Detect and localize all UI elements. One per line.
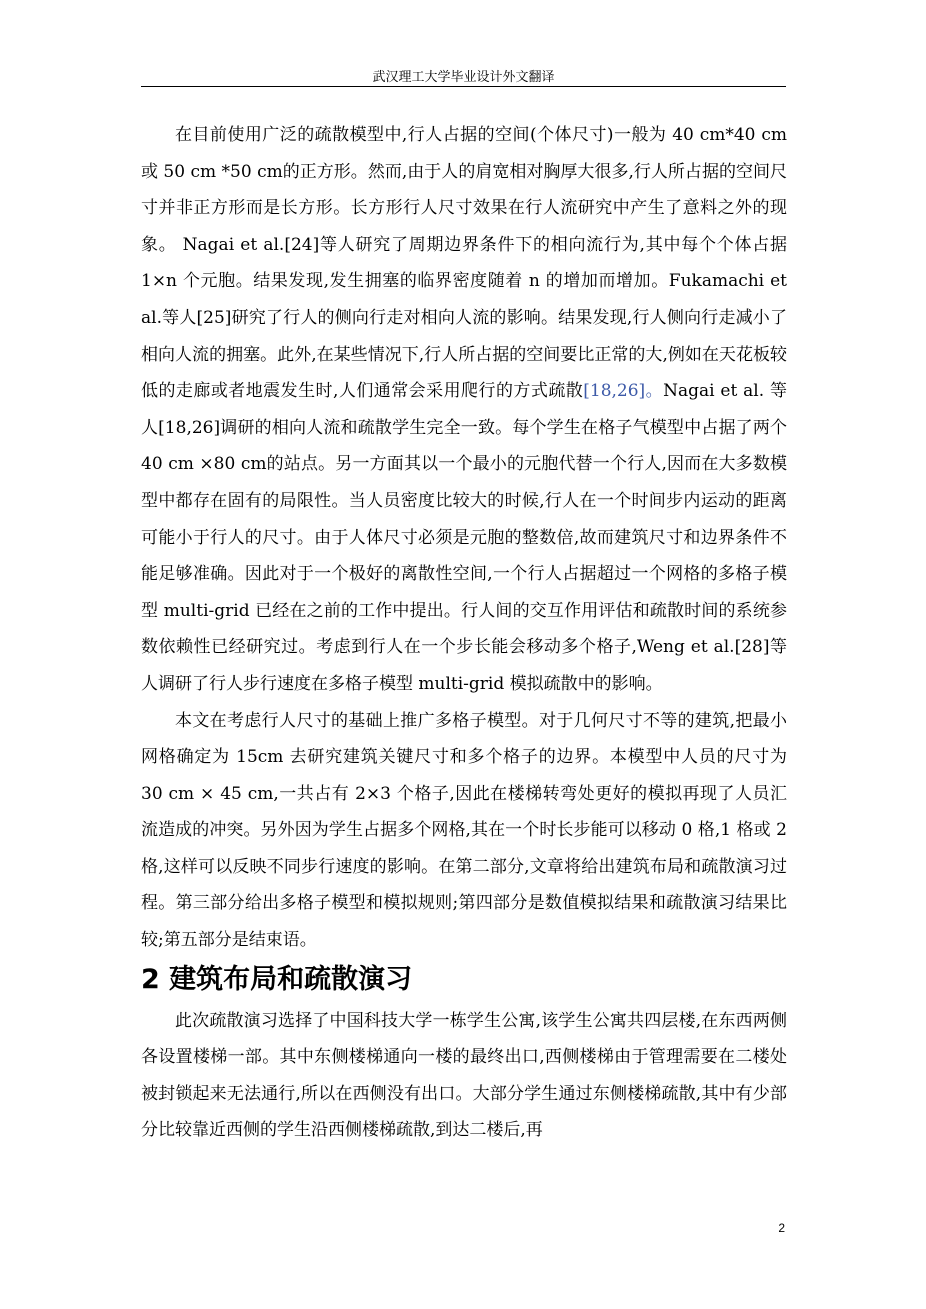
paragraph-drill: 此次疏散演习选择了中国科技大学一栋学生公寓,该学生公寓共四层楼,在东西两侧各设置楼梯一部。其中东侧楼梯通向一楼的最终出口,西侧楼梯由于管理需要在二楼处被封锁起来无法通行,所以在西侧没有出口。大部分学生通过东侧楼梯疏散,其中有少部分比较靠近西侧的学生沿西侧楼梯疏散,到达二楼后,再 [141,1010,787,1141]
page-header: 武汉理工大学毕业设计外文翻译 [372,70,555,85]
page-number: 2 [778,1221,785,1235]
paragraph-model: 本文在考虑行人尺寸的基础上推广多格子模型。对于几何尺寸不等的建筑,把最小网格确定为 15cm 去研究建筑关键尺寸和多个格子的边界。本模型中人员的尺寸为 30 cm × 45 cm,一共占有 2×3 个格子,因此在楼梯转弯处更好的模拟再现了人员汇流造成的冲突。另外因为学生占据多个网格,其在一个时长步能可以移动 0 格,1 格或 2 格,这样可以反映不同步行速度的影响。在第二部分,文章将给出建筑布局和疏散演习过程。第三部分给出多格子模型和模拟规则;第四部分是数值模拟结果和疏散演习结果比较;第五部分是结束语。 [141,710,787,951]
paragraph-text: 在目前使用广泛的疏散模型中,行人占据的空间(个体尺寸)一般为 40 cm*40 cm或 50 cm *50 cm的正方形。然而,由于人的肩宽相对胸厚大很多,行人所占据的空间尺寸并非正方形而是长方形。长方形行人尺寸效果在行人流研究中产生了意料之外的现象。 Nagai et al.[24]等人研究了周期边界条件下的相向流行为,其中每个个体占据 1×n 个元胞。结果发现,发生拥塞的临界密度随着 n 的增加而增加。Fukamachi et al.等人[25]研究了行人的侧向行走对相向人流的影响。结果发现,行人侧向行走减小了相向人流的拥塞。此外,在某些情况下,行人所占据的空间要比正常的大,例如在天花板较低的走廊或者地震发生时,人们通常会采用爬行的方式疏散 [141,125,787,402]
paragraph-text: Nagai et al. 等人[18,26]调研的相向人流和疏散学生完全一致。每个学生在格子气模型中占据了两个 40 cm ×80 cm的站点。另一方面其以一个最小的元胞代替一个行人,因而在大多数模型中都存在固有的局限性。当人员密度比较大的时候,行人在一个时间步内运动的距离可能小于行人的尺寸。由于人体尺寸必须是元胞的整数倍,故而建筑尺寸和边界条件不能足够准确。因此对于一个极好的离散性空间,一个行人占据超过一个网格的多格子模型 multi-grid 已经在之前的工作中提出。行人间的交互作用评估和疏散时间的系统参数依赖性已经研究过。考虑到行人在一个步长能会移动多个格子,Weng et al.[28]等人调研了行人步行速度在多格子模型 multi-grid 模拟疏散中的影响。 [141,381,788,694]
header-rule [141,86,786,87]
section-heading: 2 建筑布局和疏散演习 [141,963,413,995]
paragraph-intro [141,117,787,703]
document-body [141,117,787,1149]
citation-link[interactable]: [18,26]。 [583,381,664,402]
